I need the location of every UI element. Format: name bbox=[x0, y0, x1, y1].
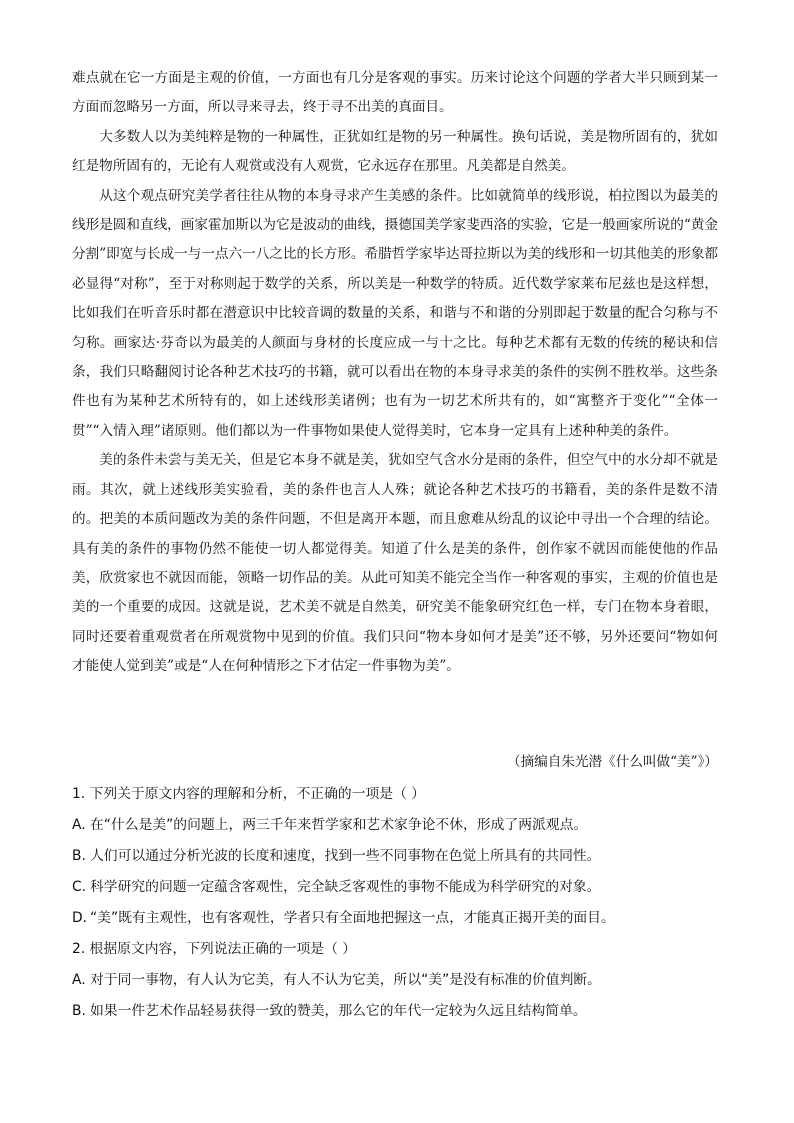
option-text: 在“什么是美”的问题上，两三千年来哲学家和艺术家争论不休，形成了两派观点。 bbox=[90, 817, 588, 833]
option-letter: A. bbox=[72, 972, 86, 988]
question-section bbox=[72, 779, 722, 1027]
passage-paragraph-4: 美的条件未尝与美无关，但是它本身不就是美，犹如空气含水分是雨的条件，但空气中的水分却不就是雨。其次，就上述线形美实验看，美的条件也言人人殊；就论各种艺术技巧的书籍看，美的条件是数不清的。把美的本质问题改为美的条件问题，不但是离开本题，而且愈难从纷乱的议论中寻出一个合理的结论。具有美的条件的事物仍然不能使一切人都觉得美。知道了什么是美的条件，创作家不就因而能使他的作品美，欣赏家也不就因而能，领略一切作品的美。从此可知美不能完全当作一种客观的事实，主观的价值也是美的一个重要的成因。这就是说，艺术美不就是自然美，研究美不能象研究红色一样，专门在物本身着眼，同时还要着重观赏者在所观赏物中见到的价值。我们只问“物本身如何才是美”还不够，另外还要问“物如何才能使人觉到美”或是“人在何种情形之下才估定一件事物为美”。 bbox=[72, 452, 718, 675]
option-letter: A. bbox=[72, 817, 86, 833]
passage-paragraph-3: 从这个观点研究美学者往往从物的本身寻求产生美感的条件。比如就简单的线形说，柏拉图以为最美的线形是圆和直线，画家霍加斯以为它是波动的曲线，摄德国美学家斐西洛的实验，它是一般画家所说的“黄金分割”即宽与长成一与一点六一八之比的长方形。希腊哲学家毕达哥拉斯以为美的线形和一切其他美的形象都必显得“对称”，至于对称则起于数学的关系，所以美是一种数学的特质。近代数学家莱布尼兹也是这样想，比如我们在听音乐时都在潜意识中比较音调的数量的关系，和谐与不和谐的分别即起于数量的配合匀称与不匀称。画家达·芬奇以为最美的人颜面与身材的长度应成一与十之比。每种艺术都有无数的传统的秘诀和信条，我们只略翻阅讨论各种艺术技巧的书籍，就可以看出在物的本身寻求美的条件的实例不胜枚举。这些条件也有为某种艺术所特有的，如上述线形美诸例；也有为一切艺术所共有的，如“寓整齐于变化”“全体一贯”“入情入理”诸原则。他们都以为一件事物如果使人觉得美时，它本身一定具有上述种种美的条件。 bbox=[72, 187, 718, 439]
option-letter: B. bbox=[72, 848, 86, 864]
option-letter: C. bbox=[72, 879, 87, 895]
passage-paragraph-1: 难点就在它一方面是主观的价值，一方面也有几分是客观的事实。历来讨论这个问题的学者大半只顾到某一方面而忽略另一方面，所以寻来寻去，终于寻不出美的真面目。 bbox=[72, 70, 718, 116]
question-2-stem: 2. 根据原文内容，下列说法正确的一项是（ ） bbox=[72, 941, 357, 957]
passage-source: （摘编自朱光潜《什么叫做“美”》） bbox=[506, 754, 718, 770]
question-1-option-b bbox=[72, 841, 722, 872]
option-text: “美”既有主观性，也有客观性，学者只有全面地把握这一点，才能真正揭开美的面目。 bbox=[90, 910, 615, 926]
option-letter: B. bbox=[72, 1003, 86, 1019]
option-text: 科学研究的问题一定蕴含客观性，完全缺乏客观性的事物不能成为科学研究的对象。 bbox=[90, 879, 601, 895]
reading-passage bbox=[72, 64, 718, 682]
passage-paragraph-2: 大多数人以为美纯粹是物的一种属性，正犹如红是物的另一种属性。换句话说，美是物所固有的，犹如红是物所固有的，无论有人观赏或没有人观赏，它永远存在那里。凡美都是自然美。 bbox=[72, 128, 718, 175]
question-2-option-b bbox=[72, 996, 722, 1027]
question-1-option-c bbox=[72, 872, 722, 903]
question-2-option-a bbox=[72, 965, 722, 996]
option-text: 对于同一事物，有人认为它美，有人不认为它美，所以“美”是没有标准的价值判断。 bbox=[90, 972, 601, 988]
option-letter: D. bbox=[72, 910, 88, 926]
option-text: 如果一件艺术作品轻易获得一致的赞美，那么它的年代一定较为久远且结构简单。 bbox=[90, 1003, 587, 1019]
question-1-stem: 1. 下列关于原文内容的理解和分析，不正确的一项是（ ） bbox=[72, 786, 426, 802]
question-1-option-a bbox=[72, 810, 722, 841]
option-text: 人们可以通过分析光波的长度和速度，找到一些不同事物在色觉上所具有的共同性。 bbox=[90, 848, 601, 864]
question-1-option-d bbox=[72, 903, 722, 934]
